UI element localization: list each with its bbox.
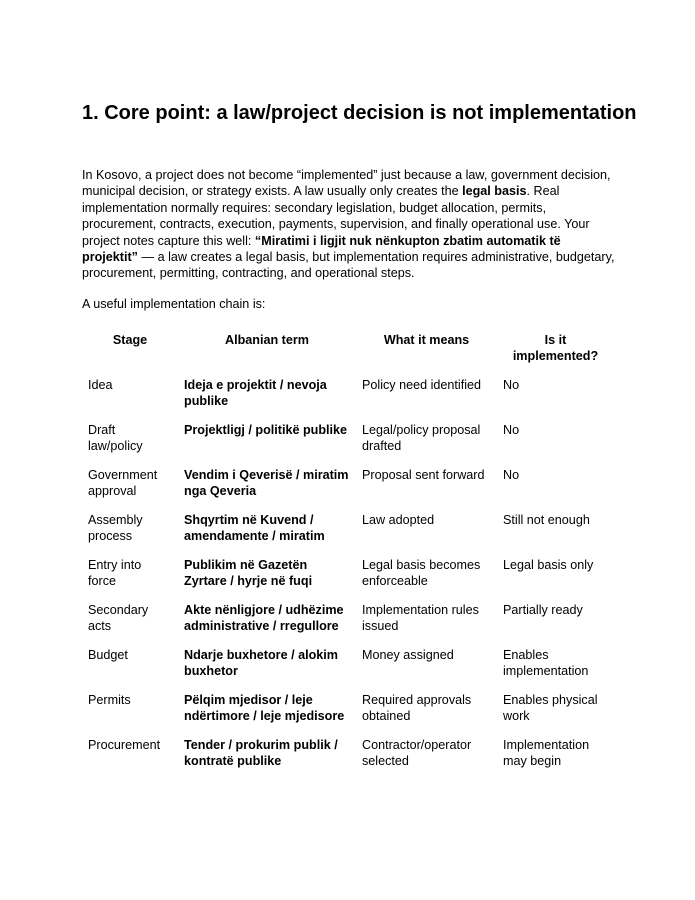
table-row — [82, 377, 614, 422]
header-what-it-means: What it means — [383, 333, 470, 347]
table-row — [82, 647, 614, 692]
cell-implemented: Still not enough — [503, 513, 590, 527]
cell-albanian-term: Publikim në Gazetën Zyrtare / hyrje në fuqi — [184, 558, 313, 588]
cell-albanian-term: Projektligj / politikë publike — [184, 423, 348, 437]
cell-albanian-term: Akte nënligjore / udhëzime administrative / rregullore — [184, 603, 344, 633]
table-row — [82, 467, 614, 512]
implementation-chain-table — [82, 328, 614, 782]
chain-intro-text: A useful implementation chain is: — [82, 297, 266, 311]
cell-meaning: Legal basis becomes enforceable — [362, 558, 481, 588]
cell-implemented: No — [503, 468, 520, 482]
cell-meaning: Legal/policy proposal drafted — [362, 423, 481, 453]
cell-meaning: Law adopted — [362, 513, 435, 527]
cell-albanian-term: Vendim i Qeverisë / miratim nga Qeveria — [184, 468, 349, 498]
table-row — [82, 602, 614, 647]
cell-stage: Government approval — [88, 468, 158, 498]
intro-text-3: — a law creates a legal basis, but implementation requires administrative, budgetary, procurement, permitting, contracting, and operational steps. — [82, 250, 615, 281]
table-row — [82, 692, 614, 737]
intro-bold-quote: “Miratimi i ligjit nuk nënkupton zbatim automatik të projektit” — [82, 233, 561, 265]
cell-stage: Budget — [88, 648, 128, 662]
cell-implemented: Legal basis only — [503, 558, 594, 572]
table-row — [82, 512, 614, 557]
intro-paragraph — [82, 167, 617, 282]
cell-albanian-term: Pëlqim mjedisor / leje ndërtimore / leje mjedisore — [184, 693, 345, 723]
table-row — [82, 422, 614, 467]
cell-stage: Secondary acts — [88, 603, 149, 633]
cell-albanian-term: Ideja e projektit / nevoja publike — [184, 378, 327, 408]
intro-bold-legal-basis: legal basis — [462, 184, 527, 199]
cell-meaning: Implementation rules issued — [362, 603, 479, 633]
header-albanian-term: Albanian term — [225, 333, 309, 347]
cell-implemented: Partially ready — [503, 603, 583, 617]
cell-stage: Procurement — [88, 738, 161, 752]
cell-stage: Permits — [88, 693, 131, 707]
cell-albanian-term: Shqyrtim në Kuvend / amendamente / miratim — [184, 513, 325, 543]
cell-stage: Assembly process — [88, 513, 143, 543]
intro-text-1: In Kosovo, a project does not become “implemented” just because a law, government decision, municipal decision, or strategy exists. A law usually only creates the — [82, 168, 611, 199]
header-is-implemented: Is it implemented? — [512, 333, 599, 363]
cell-meaning: Contractor/operator selected — [362, 738, 472, 768]
section-heading: 1. Core point: a law/project decision is not implementation — [82, 102, 637, 124]
cell-albanian-term: Tender / prokurim publik / kontratë publike — [184, 738, 338, 768]
cell-implemented: No — [503, 423, 520, 437]
cell-stage: Entry into force — [88, 558, 142, 588]
cell-stage: Draft law/policy — [88, 423, 143, 453]
table-row — [82, 557, 614, 602]
cell-meaning: Money assigned — [362, 648, 454, 662]
cell-implemented: Enables implementation — [503, 648, 589, 678]
cell-implemented: No — [503, 378, 520, 392]
table-header-row — [82, 328, 614, 377]
cell-stage: Idea — [88, 378, 113, 392]
cell-meaning: Proposal sent forward — [362, 468, 485, 482]
cell-albanian-term: Ndarje buxhetore / alokim buxhetor — [184, 648, 338, 678]
table-row — [82, 737, 614, 782]
intro-text-2: . Real implementation normally requires: secondary legislation, budget allocation, permits, procurement, contracts, execution, payments, supervision, and finally operational use. Your project notes capture this well: — [82, 184, 590, 248]
cell-implemented: Implementation may begin — [503, 738, 590, 768]
cell-meaning: Required approvals obtained — [362, 693, 472, 723]
cell-implemented: Enables physical work — [503, 693, 598, 723]
header-stage: Stage — [112, 333, 148, 347]
cell-meaning: Policy need identified — [362, 378, 482, 392]
